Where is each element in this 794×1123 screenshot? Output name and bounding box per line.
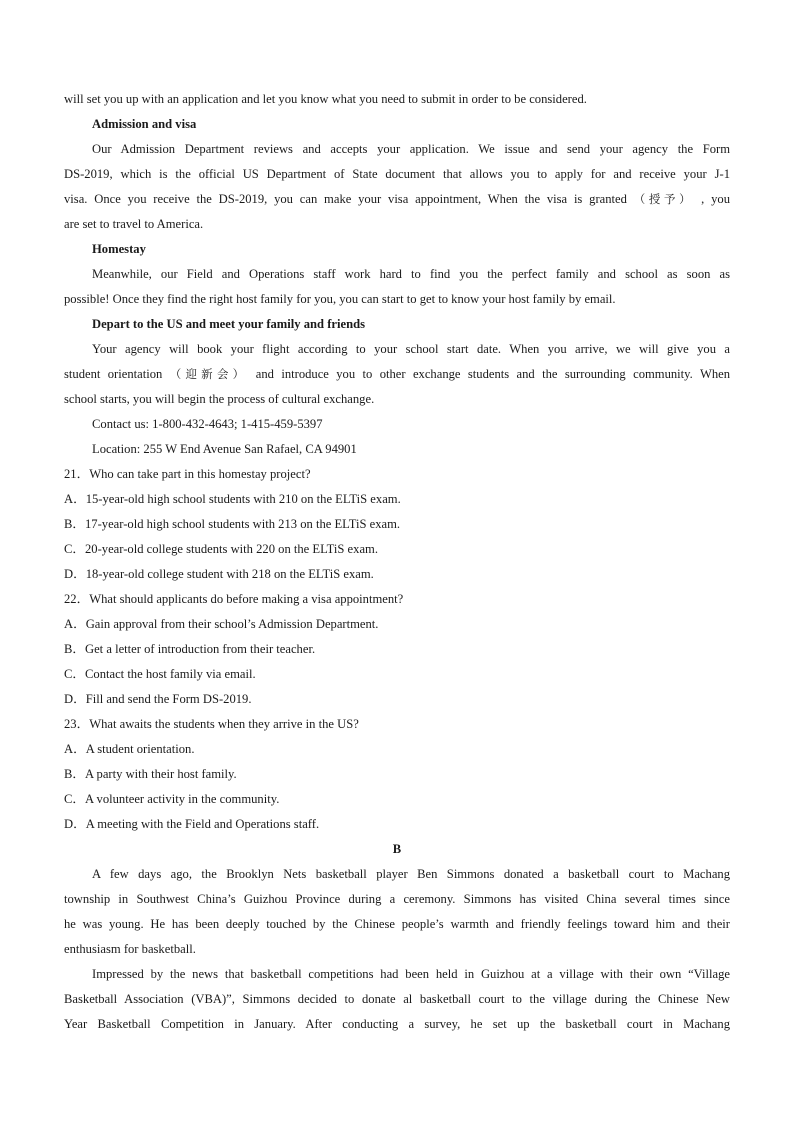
- intro-tail-line: will set you up with an application and let you know what you need to submit in order to be considered.: [64, 92, 587, 106]
- admission-gloss: （授予）: [633, 192, 695, 206]
- passage-b-p1-line-2: township in Southwest China’s Guizhou Province during a ceremony. Simmons has visited China several times since: [64, 892, 730, 906]
- depart-line-2: [64, 362, 730, 387]
- admission-line-3a: visa. Once you receive the DS-2019, you can make your visa appointment, When the visa is granted: [64, 192, 627, 206]
- passage-b-p2-line-3: Year Basketball Competition in January. After conducting a survey, he set up the basketball court in Machang: [64, 1017, 730, 1031]
- option-a: A．Gain approval from their school’s Admission Department.: [64, 617, 379, 631]
- option-a: A．A student orientation.: [64, 742, 195, 756]
- depart-gloss: （迎新会）: [169, 367, 249, 381]
- admission-line-3: [64, 187, 730, 212]
- depart-line-2c: and introduce you to other exchange students and the surrounding community. When: [255, 367, 730, 381]
- admission-line-3c: , you: [701, 192, 730, 206]
- depart-line-2a: student orientation: [64, 367, 163, 381]
- section-heading-admission: Admission and visa: [92, 117, 197, 131]
- question-22: [64, 587, 730, 712]
- passage-b-p2-line-1: Impressed by the news that basketball competitions had been held in Guizhou at a village with their own “Village: [92, 967, 730, 981]
- passage-b-p1-line-4: enthusiasm for basketball.: [64, 942, 196, 956]
- admission-line-2: DS-2019, which is the official US Department of State document that allows you to apply for and receive your J-1: [64, 167, 730, 181]
- contact-line: Contact us: 1-800-432-4643; 1-415-459-5397: [92, 417, 323, 431]
- question-stem: 22．What should applicants do before making a visa appointment?: [64, 592, 404, 606]
- section-heading-homestay: Homestay: [92, 242, 146, 256]
- question-23: [64, 712, 730, 837]
- option-d: D．18-year-old college student with 218 on the ELTiS exam.: [64, 567, 374, 581]
- depart-line-1: Your agency will book your flight according to your school start date. When you arrive, we will give you a: [92, 342, 730, 356]
- option-c: C．Contact the host family via email.: [64, 667, 256, 681]
- document-page: [64, 87, 730, 1037]
- homestay-line-2: possible! Once they find the right host family for you, you can start to get to know your host family by email.: [64, 292, 616, 306]
- option-b: B．17-year-old high school students with 213 on the ELTiS exam.: [64, 517, 401, 531]
- option-b: B．Get a letter of introduction from their teacher.: [64, 642, 316, 656]
- option-a: A．15-year-old high school students with 210 on the ELTiS exam.: [64, 492, 401, 506]
- passage-b-p2-line-2: Basketball Association (VBA)”, Simmons decided to donate al basketball court to the village during the Chinese New: [64, 992, 730, 1006]
- question-stem: 23．What awaits the students when they arrive in the US?: [64, 717, 359, 731]
- question-stem: 21．Who can take part in this homestay project?: [64, 467, 311, 481]
- depart-line-3: school starts, you will begin the process of cultural exchange.: [64, 392, 375, 406]
- passage-b-p1-line-1: A few days ago, the Brooklyn Nets basketball player Ben Simmons donated a basketball court to Machang: [92, 867, 730, 881]
- location-line: Location: 255 W End Avenue San Rafael, CA 94901: [92, 442, 357, 456]
- option-d: D．Fill and send the Form DS-2019.: [64, 692, 252, 706]
- option-c: C．20-year-old college students with 220 on the ELTiS exam.: [64, 542, 378, 556]
- admission-line-4: are set to travel to America.: [64, 217, 204, 231]
- option-b: B．A party with their host family.: [64, 767, 237, 781]
- option-d: D．A meeting with the Field and Operations staff.: [64, 817, 320, 831]
- option-c: C．A volunteer activity in the community.: [64, 792, 280, 806]
- passage-b-label: B: [392, 842, 402, 856]
- admission-line-1: Our Admission Department reviews and accepts your application. We issue and send your agency the Form: [92, 142, 730, 156]
- question-21: [64, 462, 730, 587]
- section-heading-depart: Depart to the US and meet your family and friends: [92, 317, 365, 331]
- homestay-line-1: Meanwhile, our Field and Operations staff work hard to find you the perfect family and school as soon as: [92, 267, 730, 281]
- passage-b-p1-line-3: he was young. He has been deeply touched by the Chinese people’s warmth and friendly feelings toward him and their: [64, 917, 730, 931]
